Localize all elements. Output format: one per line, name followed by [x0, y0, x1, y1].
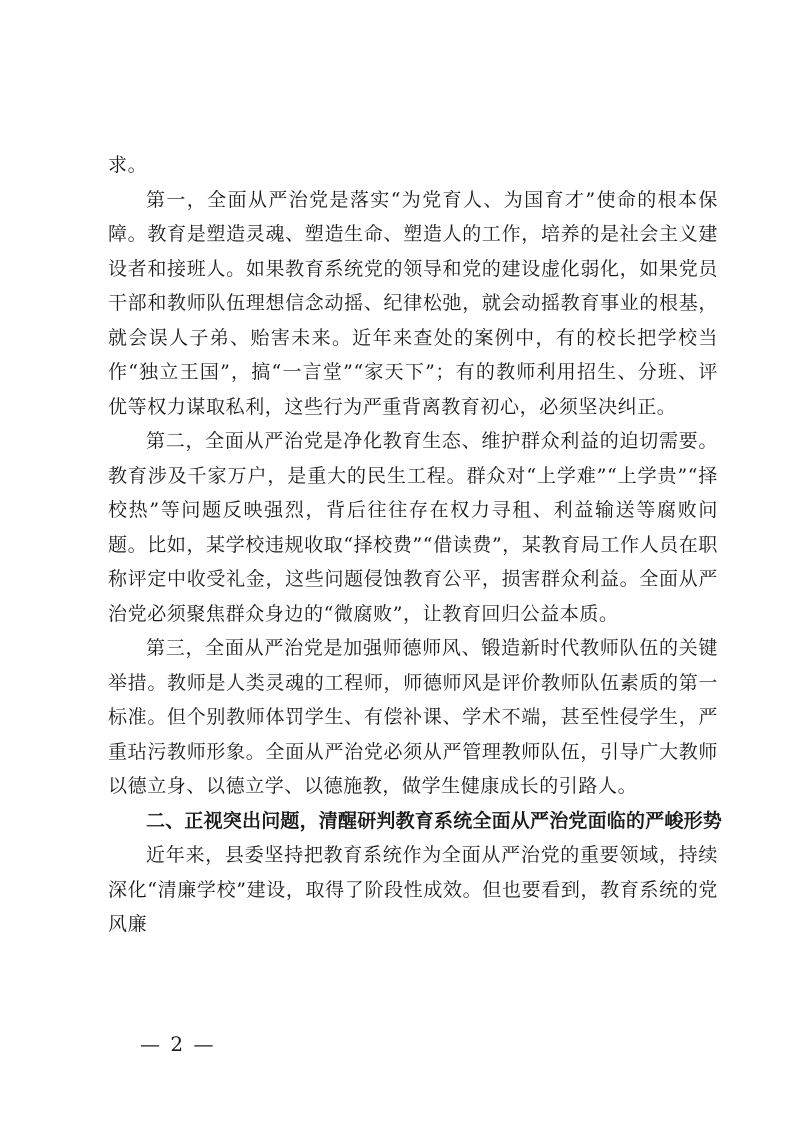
paragraph-first-point: 第一，全面从严治党是落实“为党育人、为国育才”使命的根本保障。教育是塑造灵魂、塑造生命、塑造人的工作，培养的是社会主义建设者和接班人。如果教育系统党的领导和党的建设虚化弱化，如果党员干部和教师队伍理想信念动摇、纪律松弛，就会动摇教育事业的根基，就会误人子弟、贻害未来。近年来查处的案例中，有的校长把学校当作“独立王国”，搞“一言堂”“家天下”；有的教师利用招生、分班、评优等权力谋取私利，这些行为严重背离教育初心，必须坚决纠正。	[108, 188, 718, 418]
paragraph-third-point: 第三，全面从严治党是加强师德师风、锻造新时代教师队伍的关键举措。教师是人类灵魂的工程师，师德师风是评价教师队伍素质的第一标准。但个别教师体罚学生、有偿补课、学术不端，甚至性侵学生，严重玷污教师形象。全面从严治党必须从严管理教师队伍，引导广大教师以德立身、以德立学、以德施教，做学生健康成长的引路人。	[108, 637, 718, 797]
paragraph-continuation: 求。	[108, 154, 148, 176]
section-heading: 二、正视突出问题，清醒研判教育系统全面从严治党面临的严峻形势	[146, 809, 723, 832]
page-number: — 2 —	[140, 1032, 216, 1056]
paragraph-recent-years: 近年来，县委坚持把教育系统作为全面从严治党的重要领域，持续深化“清廉学校”建设，取得了阶段性成效。但也要看到，教育系统的党风廉	[108, 844, 718, 935]
paragraph-second-point: 第二，全面从严治党是净化教育生态、维护群众利益的迫切需要。教育涉及千家万户，是重大的民生工程。群众对“上学难”“上学贵”“择校热”等问题反映强烈，背后往往存在权力寻租、利益输送等腐败问题。比如，某学校违规收取“择校费”“借读费”，某教育局工作人员在职称评定中收受礼金，这些问题侵蚀教育公平，损害群众利益。全面从严治党必须聚焦群众身边的“微腐败”，让教育回归公益本质。	[108, 430, 718, 625]
document-body	[108, 148, 723, 942]
